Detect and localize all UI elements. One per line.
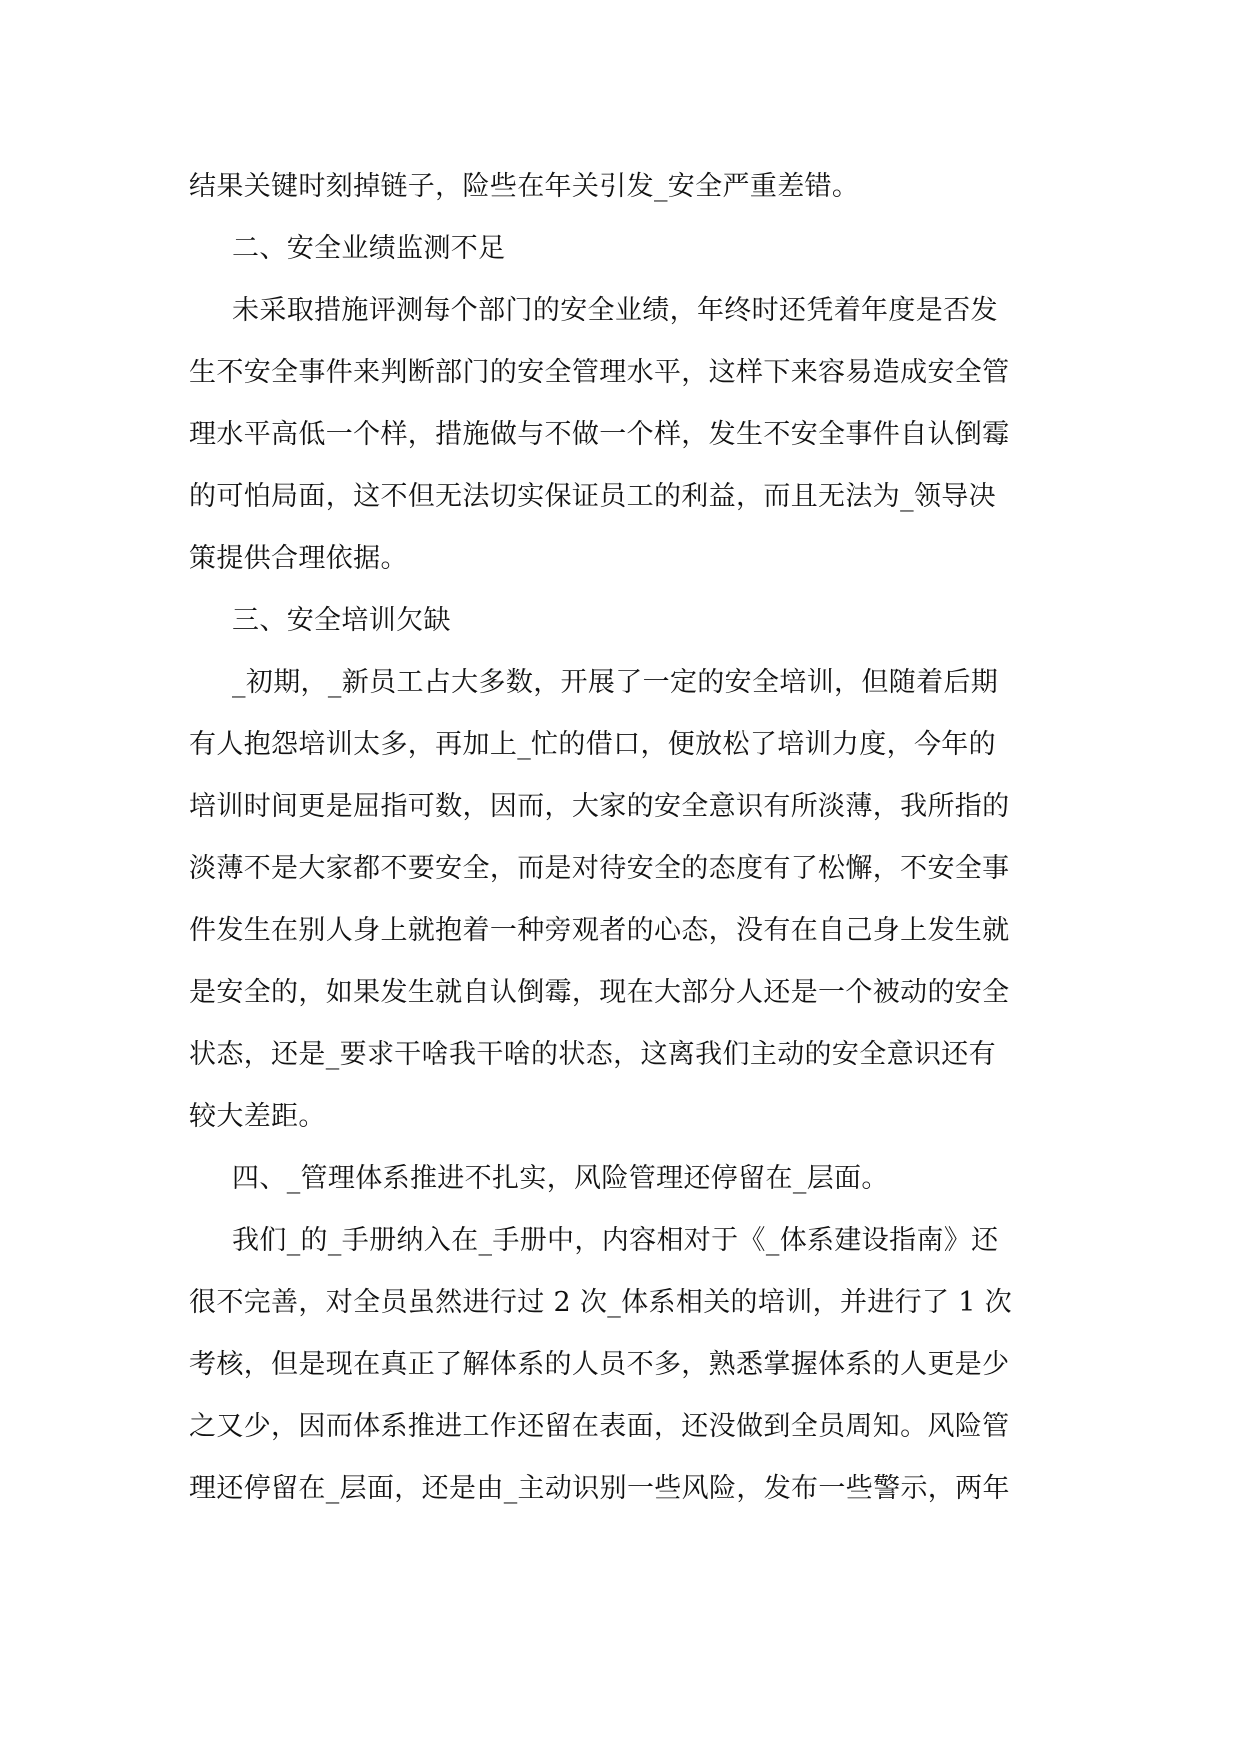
text-line: 结果关键时刻掉链子，险些在年关引发_安全严重差错。 bbox=[189, 171, 860, 202]
paragraph-line: 淡薄不是大家都不要安全，而是对待安全的态度有了松懈，不安全事 bbox=[189, 853, 1010, 884]
paragraph-line: 之又少，因而体系推进工作还留在表面，还没做到全员周知。风险管 bbox=[189, 1411, 1010, 1442]
paragraph-line: 理水平高低一个样，措施做与不做一个样，发生不安全事件自认倒霉 bbox=[189, 419, 1010, 450]
paragraph-line: 的可怕局面，这不但无法切实保证员工的利益，而且无法为_领导决 bbox=[189, 481, 996, 512]
paragraph-line: 状态，还是_要求干啥我干啥的状态，这离我们主动的安全意识还有 bbox=[189, 1039, 996, 1070]
section-heading: 四、_管理体系推进不扎实，风险管理还停留在_层面。 bbox=[232, 1163, 889, 1194]
section-heading: 三、安全培训欠缺 bbox=[232, 605, 451, 636]
paragraph-line: 未采取措施评测每个部门的安全业绩，年终时还凭着年度是否发 bbox=[232, 295, 998, 326]
paragraph-line: 我们_的_手册纳入在_手册中，内容相对于《_体系建设指南》还 bbox=[232, 1225, 999, 1256]
paragraph-line: 生不安全事件来判断部门的安全管理水平，这样下来容易造成安全管 bbox=[189, 357, 1010, 388]
paragraph-line: 是安全的，如果发生就自认倒霉，现在大部分人还是一个被动的安全 bbox=[189, 977, 1010, 1008]
paragraph-line: 培训时间更是屈指可数，因而，大家的安全意识有所淡薄，我所指的 bbox=[189, 791, 1010, 822]
document-body bbox=[189, 156, 1057, 1520]
paragraph-line: 较大差距。 bbox=[189, 1101, 326, 1132]
paragraph-line: 理还停留在_层面，还是由_主动识别一些风险，发布一些警示，两年 bbox=[189, 1473, 1010, 1504]
paragraph-line: _初期，_新员工占大多数，开展了一定的安全培训，但随着后期 bbox=[232, 667, 999, 698]
section-heading: 二、安全业绩监测不足 bbox=[232, 233, 506, 264]
paragraph-line: 很不完善，对全员虽然进行过 2 次_体系相关的培训，并进行了 1 次 bbox=[189, 1287, 1013, 1318]
paragraph-line: 件发生在别人身上就抱着一种旁观者的心态，没有在自己身上发生就 bbox=[189, 915, 1010, 946]
paragraph-line: 考核，但是现在真正了解体系的人员不多，熟悉掌握体系的人更是少 bbox=[189, 1349, 1010, 1380]
paragraph-line: 策提供合理依据。 bbox=[189, 543, 408, 574]
paragraph-line: 有人抱怨培训太多，再加上_忙的借口，便放松了培训力度，今年的 bbox=[189, 729, 996, 760]
